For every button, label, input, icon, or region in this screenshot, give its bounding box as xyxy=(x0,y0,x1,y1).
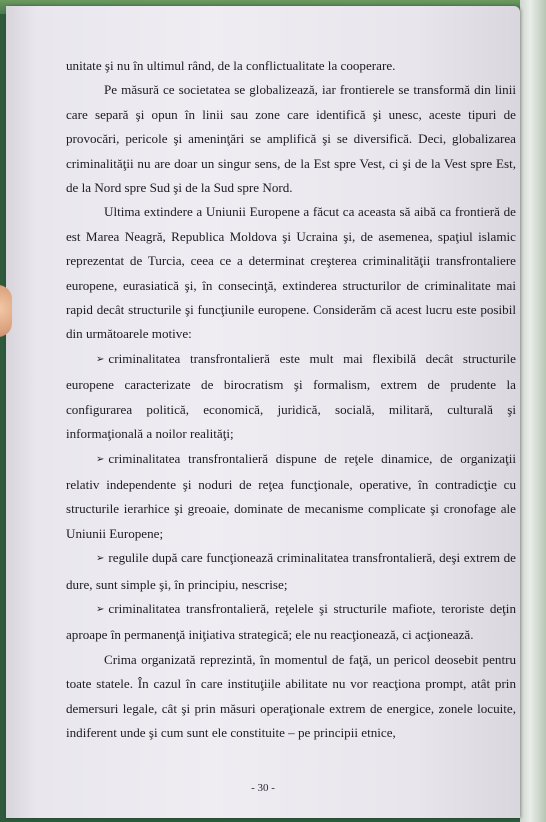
bullet-text: regulile după care funcţionează criminalitatea transfrontalieră, deşi extrem de dure, sunt simple şi, în principiu, nescrise; xyxy=(66,550,516,592)
page-number: - 30 - xyxy=(251,782,275,794)
bullet-text: criminalitatea transfrontalieră este mult mai flexibilă decât structurile europene caracterizate de birocratism şi formalism, extrem de prudente la configurarea politică, economică, juridică, socială, militară, culturală şi informaţională a noilor realităţi; xyxy=(66,350,516,442)
background-right-page-edge xyxy=(520,0,546,822)
paragraph-organized-crime: Crima organizată reprezintă, în momentul de faţă, un pericol deosebit pentru toate statele. În cazul în care instituţiile abilitate nu vor reacţiona prompt, atât prin demersuri legale, cât şi prin măsuri operaţionale extrem de energice, zonele locuite, indiferent unde şi cum sunt ele constituite – pe principii etnice, xyxy=(66,651,516,740)
bullet-item-networks xyxy=(66,447,516,547)
bullet-item-flexibility xyxy=(66,347,516,447)
arrow-bullet-icon: ➢ xyxy=(96,353,105,365)
arrow-bullet-icon: ➢ xyxy=(96,603,105,615)
bullet-text: criminalitatea transfrontalieră dispune de reţele dinamice, de organizaţii relativ independente şi noduri de reţea funcţionale, operative, în contradicţie cu structurile ierarhice şi greoaie, dominate de mecanisme complicate şi cronofage ale Uniunii Europene; xyxy=(66,450,516,541)
bullet-item-rules xyxy=(66,546,516,597)
page-body xyxy=(66,54,516,745)
bullet-item-initiative xyxy=(66,597,516,648)
arrow-bullet-icon: ➢ xyxy=(96,453,105,465)
paragraph-eu-enlargement: Ultima extindere a Uniunii Europene a făcut ca aceasta să aibă ca frontieră de est Marea Neagră, Republica Moldova şi Ucraina şi, de asemenea, spaţiul islamic reprezentat de Turcia, ceea ce a determinat creşterea criminalităţii transfrontaliere europene, eurasiatică şi, în consecinţă, extinderea structurilor de criminalitate mai rapid decât structurile şi funcţiunile europene. Considerăm că acest lucru este posibil din următoarele motive: xyxy=(66,204,516,342)
bullet-text: criminalitatea transfrontalieră, reţelele şi structurile mafiote, teroriste deţin aproape în permanenţă iniţiativa strategică; ele nu reacţionează, ci acţionează. xyxy=(66,600,516,643)
paragraph-continuation: unitate şi nu în ultimul rând, de la conflictualitate la cooperare. xyxy=(66,58,396,73)
arrow-bullet-icon: ➢ xyxy=(96,553,105,565)
paragraph-globalization: Pe măsură ce societatea se globalizează, iar frontierele se transformă din linii care separă şi opun în linii sau zone care identifică şi unesc, aceste tipuri de provocări, pericole şi ameninţări se amplifică şi se diversifică. Deci, globalizarea criminalităţii nu are doar un singur sens, de la Est spre Vest, ci şi de la Vest spre Est, de la Nord spre Sud şi de la Sud spre Nord. xyxy=(66,82,516,196)
book-page xyxy=(6,6,520,818)
thumb-holding-page xyxy=(0,285,12,337)
